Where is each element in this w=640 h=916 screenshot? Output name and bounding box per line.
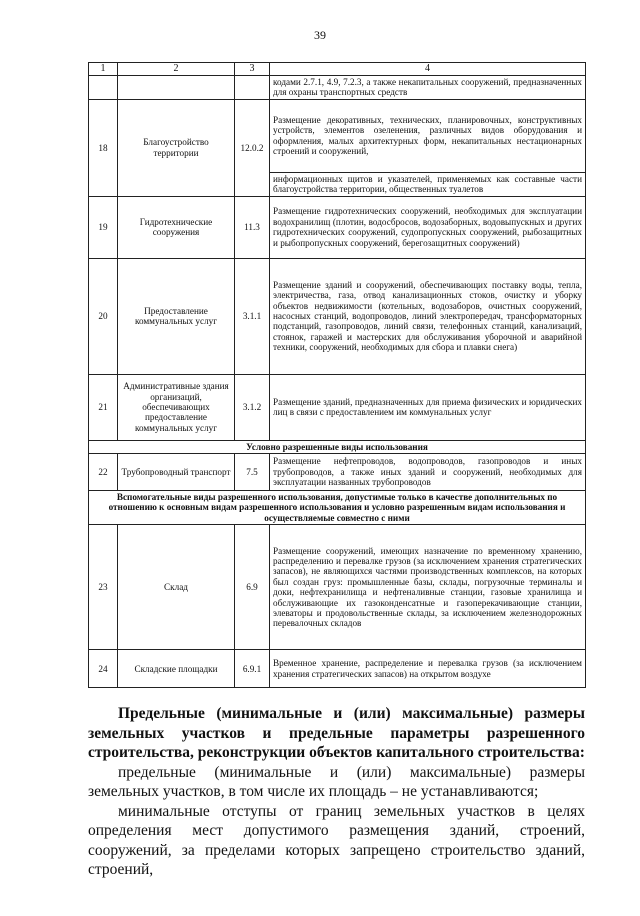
paragraph: предельные (минимальные и (или) максимальные) размеры земельных участков, в том числе их площадь – не устанавливаются;: [88, 763, 585, 800]
table-header-row: [89, 63, 586, 76]
body-text: [88, 704, 585, 880]
row-code: 7.5: [235, 454, 270, 491]
page-number: 39: [314, 28, 326, 42]
row-name: Трубопроводный транспорт: [118, 454, 235, 491]
table-row: [89, 454, 586, 491]
section-title: Предельные (минимальные и (или) максимальные) размеры земельных участков и предельные параметры разрешенного строительства, реконструкции объектов капитального строительства:: [88, 705, 585, 761]
row-number: 20: [89, 258, 118, 374]
row-description: Размещение зданий и сооружений, обеспечивающих поставку воды, тепла, электричества, газа, отвод канализационных стоков, очистку и уборку объектов недвижимости (котельных, водозаборов, очистных сооружений, насосных станций, водопроводов, линий электропередач, трансформаторных подстанций, газопроводов, линий связи, телефонных станций, канализаций, стоянок, гаражей и мастерских для обслуживания уборочной и аварийной техники, сооружений, необходимых для сбора и плавки снега): [270, 258, 586, 374]
row-description: Размещение нефтепроводов, водопроводов, газопроводов и иных трубопроводов, а также иных зданий и сооружений, необходимых для эксплуатации названных трубопроводов: [270, 454, 586, 491]
row-name: Складские площадки: [118, 650, 235, 688]
row-number: 18: [89, 99, 118, 196]
table-row: [89, 99, 586, 172]
row-description: кодами 2.7.1, 4.9, 7.2.3, а также некапитальных сооружений, предназначенных для охраны транспортных средств: [270, 76, 586, 100]
row-name: Гидротехнические сооружения: [118, 196, 235, 258]
header-col-3: 3: [235, 63, 270, 76]
row-description: Размещение декоративных, технических, планировочных, конструктивных устройств, элементов озеленения, различных видов оборудования и оформления, малых архитектурных форм, некапитальных нестационарных строений и сооружений,: [270, 99, 586, 172]
section-row: [89, 491, 586, 525]
row-name: Предоставление коммунальных услуг: [118, 258, 235, 374]
row-number: 24: [89, 650, 118, 688]
row-number: 22: [89, 454, 118, 491]
row-number: 19: [89, 196, 118, 258]
row-description: Размещение гидротехнических сооружений, необходимых для эксплуатации водохранилищ (плотин, водосбросов, водозаборных, водовыпускных и других гидротехнических сооружений, судопропускных сооружений, рыбозащитных и рыбопропускных сооружений, берегозащитных сооружений): [270, 196, 586, 258]
row-description: информационных щитов и указателей, применяемых как составные части благоустройства территории, общественных туалетов: [270, 172, 586, 196]
row-description: Размещение зданий, предназначенных для приема физических и юридических лиц в связи с предоставлением им коммунальных услуг: [270, 374, 586, 440]
section-heading: Вспомогательные виды разрешенного использования, допустимые только в качестве дополнительных по отношению к основным видам разрешенного использования и условно разрешенным видам использования и осуществляемые совместно с ними: [89, 491, 586, 525]
section-row: [89, 440, 586, 453]
row-code: 3.1.2: [235, 374, 270, 440]
row-code: 6.9.1: [235, 650, 270, 688]
row-code: 6.9: [235, 525, 270, 650]
paragraph: минимальные отступы от границ земельных участков в целях определения мест допустимого размещения зданий, строений, сооружений, за пределами которых запрещено строительство зданий, строений,: [88, 802, 585, 878]
row-name: Благоустройство территории: [118, 99, 235, 196]
row-number: 23: [89, 525, 118, 650]
row-number: 21: [89, 374, 118, 440]
table-row: [89, 525, 586, 650]
table-row: [89, 76, 586, 100]
row-code: 11.3: [235, 196, 270, 258]
header-col-1: 1: [89, 63, 118, 76]
table-row: [89, 196, 586, 258]
section-heading: Условно разрешенные виды использования: [89, 440, 586, 453]
header-col-4: 4: [270, 63, 586, 76]
row-description: Размещение сооружений, имеющих назначение по временному хранению, распределению и перевалке грузов (за исключением хранения стратегических запасов), не являющихся частями производственных комплексов, на которых был создан груз: промышленные базы, склады, погрузочные терминалы и доки, нефтехранилища и нефтеналивные станции, газовые хранилища и обслуживающие их газоконденсатные и газоперекачивающие станции, элеваторы и продовольственные склады, за исключением железнодорожных перевалочных складов: [270, 525, 586, 650]
row-description: Временное хранение, распределение и перевалка грузов (за исключением хранения стратегических запасов) на открытом воздухе: [270, 650, 586, 688]
row-name: Административные здания организаций, обеспечивающих предоставление коммунальных услуг: [118, 374, 235, 440]
table-row: [89, 650, 586, 688]
row-name: Склад: [118, 525, 235, 650]
row-code: 3.1.1: [235, 258, 270, 374]
table-row: [89, 258, 586, 374]
row-code: 12.0.2: [235, 99, 270, 196]
land-use-table: [88, 62, 586, 688]
header-col-2: 2: [118, 63, 235, 76]
table-row: [89, 374, 586, 440]
